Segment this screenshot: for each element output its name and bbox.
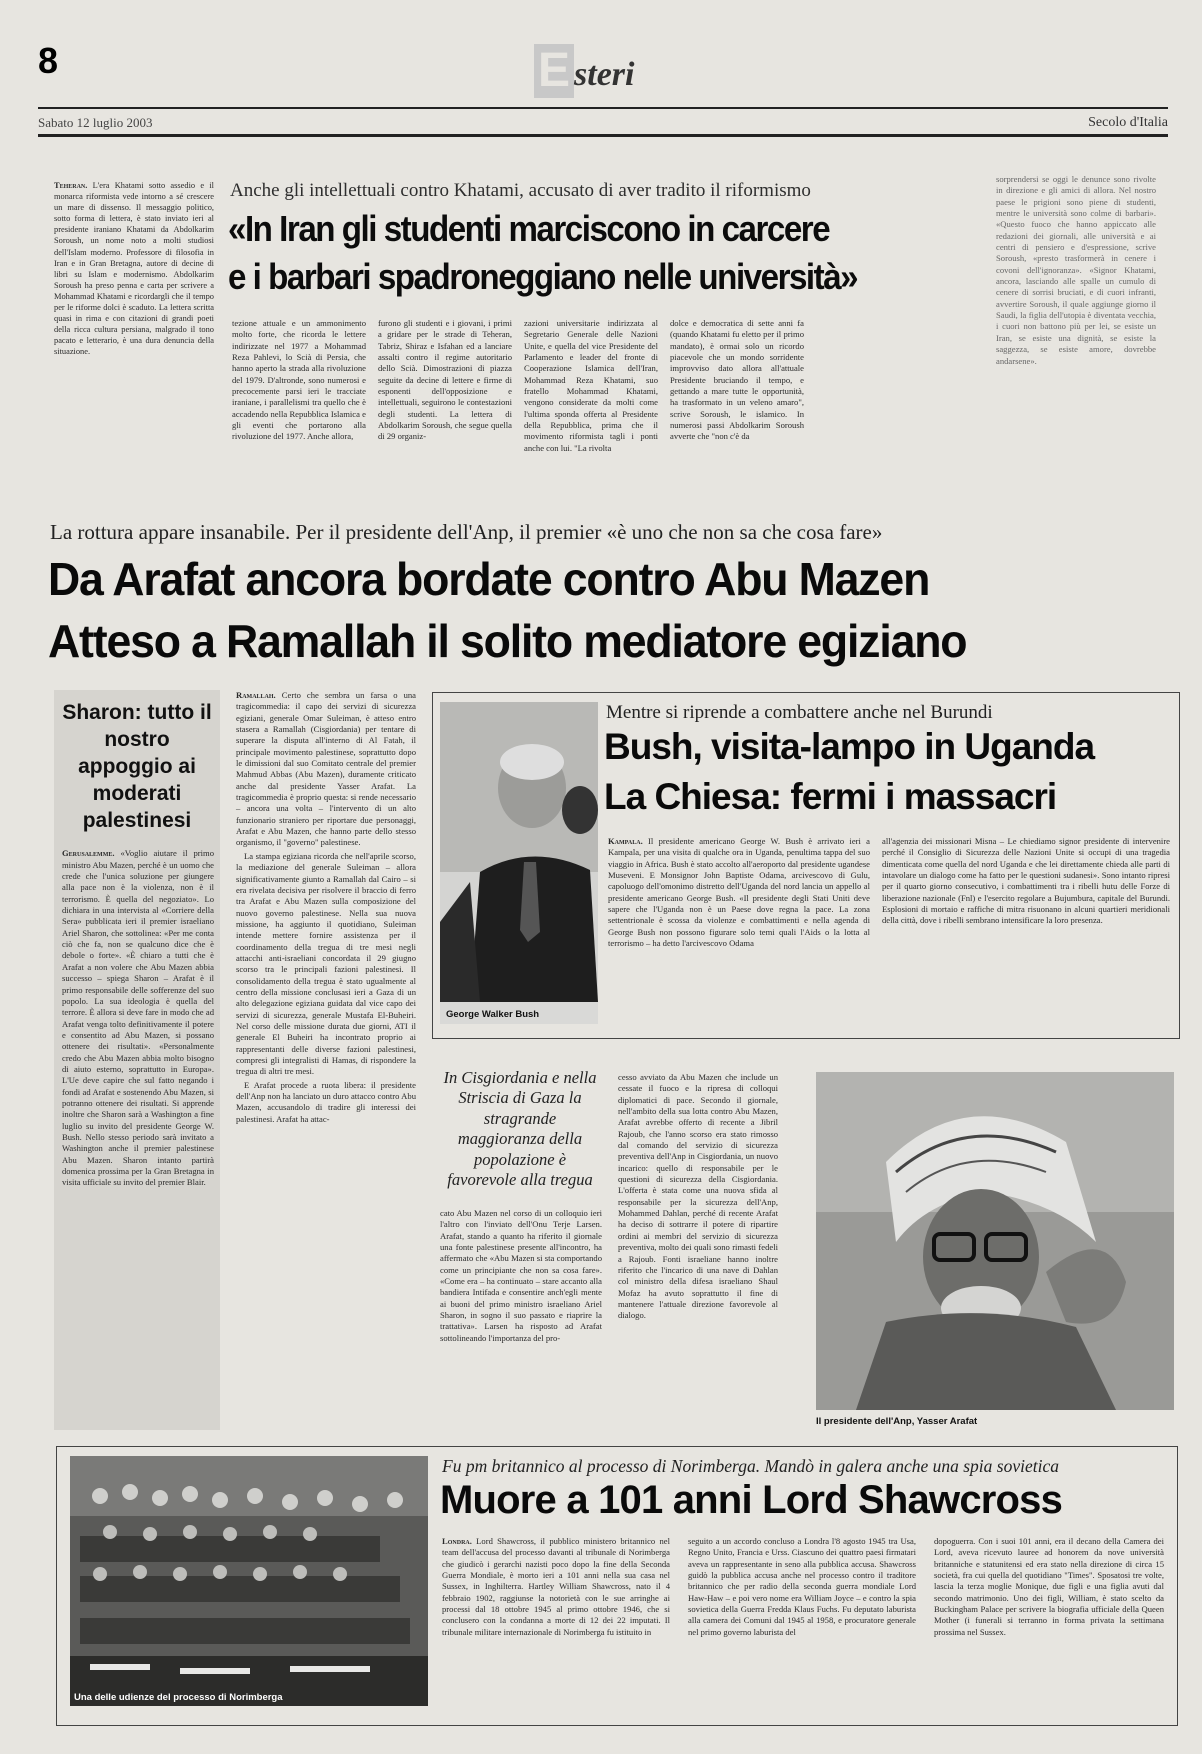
shawcross-headline: Muore a 101 anni Lord Shawcross [440, 1478, 1063, 1522]
iran-body-col-3: zazioni universitarie indirizzata al Segretario Generale delle Nazioni Unite, e quella del vice Presidente del Parlamento e leader del fronte di Cooperazione Islamica dell'Iran, Mohammad Reza Khatami, suo fratello Mohammad Khatami, vengono considerate da molti come l'ultima sponda offerta al Presidente della Repubblica, prima che il movimento riformista tagli i ponti anche con lui. "La rivolta [524, 318, 658, 453]
bush-photo [440, 702, 598, 1024]
page-number: 8 [38, 40, 59, 81]
sharon-sidebar-body [62, 848, 214, 1418]
shawcross-text-1: Lord Shawcross, il pubblico ministero britannico nel team dell'accusa del processo davanti al tribunale di Norimberga che giudicò i gerarchi nazisti poco dopo la fine della Seconda Guerra Mondiale, è morto ieri a 101 anni nella sua casa nel Sussex, in Inghilterra. Hartley William Shawcross, nato il 4 febbraio 1902, raggiunse la notorietà con le sue arringhe ai processi dal 18 ottobre 1945 al primo ottobre 1946, che si conclusero con la condanna a morte di 12 dei 22 imputati. Il tribunale militare internazionale di Norimberga fu istituito in [442, 1536, 670, 1637]
arafat-photo [816, 1072, 1174, 1427]
bush-body-col-2: all'agenzia dei missionari Misna – Le chiediamo signor presidente di intervenire perché il Consiglio di Sicurezza delle Nazioni Unite si occupi di una tragedia dimenticata come quella del nord Uganda e che lei direttamente chieda alle parti di intavolare un dialogo come ha fatto per le questioni sudanesi». Sono intanto ripresi per il quarto giorno consecutivo, i combattimenti tra i ribelli hutu delle Forze di liberazione nazionale (Fnl) e l'esercito regolare a Bujumbura, capitale del Burundi. Esplosioni di mortaio e raffiche di mitra risuonano in alcuni quartieri meridionali della città, dove i ribelli sembrano intensificare la loro presenza. [882, 836, 1170, 926]
bush-portrait-icon [440, 702, 598, 1002]
ramallah-column [236, 690, 416, 1430]
ramallah-dateline: Ramallah. [236, 690, 276, 700]
section-rest: steri [574, 56, 635, 93]
bush-headline-line2: La Chiesa: fermi i massacri [604, 776, 1057, 817]
iran-lead-text: L'era Khatami sotto assedio e il monarca riformista vede intorno a sé crescere un mare di dissenso. Il messaggio politico, sotto forma di lettera, è stato inviato ieri al presidente iraniano Khatami da Abdolkarim Soroush, un nome noto a molti studiosi dell'Islam moderno. Professore di filosofia in Iran e in Gran Bretagna, autore di decine di libri su Islam e modernismo. Abdolkarim Soroush ha preso penna e carta per scrivere a Mohammad Khatami e ricordargli che il tempo per le riforme dolci è scaduto. La lettera scritta quasi in rima e con citazioni di grandi poeti della ricca cultura persiana, malgrado il tono pacato e letterario, è una dura denuncia della situazione. [54, 181, 215, 357]
shawcross-dateline: Londra. [442, 1536, 472, 1546]
sharon-text: «Voglio aiutare il primo ministro Abu Mazen, perché è un uomo che crede che l'unica soluzione per giungere alla pace non è la violenza, non è il terrorismo. È quella del negoziato». Lo dichiara in una intervista al «Corriere della Sera» pubblicata ieri il premier israeliano Ariel Sharon, che sottolinea: «Per me conta ciò che fa, non se qualcuno dice che è debole o forte». «È chiaro a tutti che è Arafat a non volere che Abu Mazen abbia successo – spiega Sharon – Arafat è il primo responsabile delle sofferenze del suo popolo. La sua ideologia è quella del terrore. È allora si deve fare in modo che ad Arafat venga tolto definitivamente il potere e consentito ad Abu Mazen, si possano ottenere dei risultati». «Personalmente credo che Abu Mazen abbia molto bisogno di aiuto esterno, soprattutto in Europa». L'Ue deve capire che sul fatto negando i fondi ad Arafat e sostenendo Abu Mazen, si potranno ottenere dei risultati. Si apprende inoltre che Sharon sarà a Washington a fine luglio su invito del presidente George W. Bush. Nello stesso periodo sarà invitato a Washington anche il premier palestinese Abu Mazen. Sharon intanto partirà domenica prossima per la Gran Bretagna in visita ufficiale su invito del premier Blair. [62, 848, 214, 1188]
arafat-pullquote: In Cisgiordania e nella Striscia di Gaza la stragrande maggioranza della popolazione è favorevole alla tregua [443, 1068, 597, 1190]
iran-kicker: Anche gli intellettuali contro Khatami, accusato di aver tradito il riformismo [230, 180, 811, 201]
arafat-body-col-a: cato Abu Mazen nel corso di un colloquio ieri l'altro con l'inviato dell'Onu Terje Larsen. Arafat, stando a quanto ha riferito il giornale una fonte palestinese presente all'incontro, ha affermato che «Abu Mazen si sta comportando come un principiante che non sa cosa fare». «Come era – ha continuato – stare accanto alla bandiera Intifada e consentire anch'egli mente ai buoni del primo ministro israeliano Ariel Sharon, in sogno il suo passato e riaprire la trattativa». Larsen ha risposto ad Arafat sottolineando l'importanza del pro- [440, 1208, 602, 1343]
bush-dateline: Kampala. [608, 836, 643, 846]
masthead-paper-name: Secolo d'Italia [1088, 115, 1168, 130]
iran-body-col-1: tezione attuale e un ammonimento molto forte, che ricorda le lettere indirizzate nel 1977 a Mohammad Reza Pahlevi, lo Scià di Persia, che hanno aperto la strada alla rivoluzione del 1979. D'altronde, sono numerosi e precocemente parsi ieri le tracciate iraniane, i parallelismi tra quello che è accadendo nella Repubblica Islamica e gli eventi che portarono alla rivoluzione del 1977. Anche allora, [232, 318, 366, 442]
iran-dateline: Teheran. [54, 181, 88, 190]
ramallah-text-1: Certo che sembra un farsa o una tragicommedia: il capo dei servizi di sicurezza egiziani, generale Omar Suleiman, è atteso entro stasera a Ramallah (Cisgiordania) per tentare di superare la disputa all'interno di Al Fatah, il principale movimento palestinese, soprattutto dopo le dimissioni dal suo Comitato centrale del premier Mahmud Abbas (Abu Mazen), duramente criticato anche dal presidente Yasser Arafat. La tragicommedia è proprio questa: si rende necessario – ancora una volta – l'intervento di un alto funzionario straniero per riportare due personaggi, Arafat e Abu Mazen, che hanno parte dello stesso organismo, il "governo" palestinese. [236, 690, 416, 848]
sharon-sidebar [54, 690, 220, 1430]
arafat-headline-line1: Da Arafat ancora bordate contro Abu Mazen [48, 553, 930, 605]
nuremberg-photo-caption: Una delle udienze del processo di Norimberga [74, 1692, 283, 1703]
shawcross-body-col-1 [442, 1536, 670, 1718]
arafat-kicker: La rottura appare insanabile. Per il presidente dell'Anp, il premier «è uno che non sa che cosa fare» [50, 520, 883, 544]
iran-body-col-4: dolce e democratica di sette anni fa (quando Khatami fu eletto per il primo mandato), è ormai solo un ricordo piacevole che un mondo sorridente improvviso dato allora all'attuale Presidente bruciando il tempo, e gettando a mare tutte le opportunità, ha trasformato in un veleno amaro", scrive Soroush, le islamico. In numerosi passi Abdolkarim Soroush avverte che "non c'è da [670, 318, 804, 442]
sharon-dateline: Gerusalemme. [62, 848, 115, 859]
shawcross-kicker: Fu pm britannico al processo di Norimberga. Mandò in galera anche una spia sovietica [442, 1456, 1059, 1476]
section-title [534, 44, 634, 104]
iran-body-col-2: furono gli studenti e i giovani, i primi a gridare per le strade di Teheran, Tabriz, Shiraz e Isfahan ed a lanciare assalti contro il regime autoritario dello Scià. Dimostrazioni di piazza seguite da decine di lettere e firme di esponenti dell'opposizione e intellettuali, seguirono le contestazioni degli studenti. La lettera di Abdolkarim Soroush, che segue quella di 29 organiz- [378, 318, 512, 442]
section-initial: E [534, 44, 574, 98]
bush-headline-line1: Bush, visita-lampo in Uganda [604, 726, 1095, 767]
shawcross-body-col-3: dopoguerra. Con i suoi 101 anni, era il decano della Camera dei Lord, aveva ricevuto lauree ad honorem da nove università britanniche e statunitensi ed era stato nella direzione di circa 15 società, fra cui quella del quotidiano "Times". Sposatosi tre volte, lascia la terza moglie Monique, due figli e una figlia avuti dal secondo matrimonio. Uno dei figli, William, è stato scelto da Buckingham Palace per scrivere la biografia ufficiale della Queen Mother (i funerali si terranno in forma privata la settimana prossima nel Sussex. [934, 1536, 1164, 1637]
arafat-headline-line2: Atteso a Ramallah il solito mediatore egiziano [48, 615, 967, 667]
bush-photo-caption: George Walker Bush [446, 1009, 540, 1020]
shawcross-body-col-2: seguito a un accordo concluso a Londra l'8 agosto 1945 tra Usa, Regno Unito, Francia e Urss. Ciascuno dei quattro paesi firmatari aveva un rappresentante in seno alla pubblica accusa. Shawcross guidò la pubblica accusa anche nel processo contro il traditore britannico che per radio della seconda guerra mondiale Lord Haw-Haw – e poi vero nome era William Joyce – e contro la spia sovietica della Guerra Fredda Klaus Fuchs. Fu deputato laburista alla camera dei Comuni dal 1945 al 1958, e procuratore generale nel primo governo laburista del [688, 1536, 916, 1637]
iran-headline-line1: «In Iran gli studenti marciscono in carcere [228, 208, 830, 249]
masthead-date: Sabato 12 luglio 2003 [38, 115, 153, 130]
arafat-portrait-icon [816, 1072, 1174, 1410]
ramallah-text-3: E Arafat procede a ruota libera: il presidente dell'Anp non ha lanciato un duro attacco contro Abu Mazen, accusandolo di tradire gli interessi dei palestinesi. Arafat ha attac- [236, 1079, 416, 1124]
arafat-photo-caption: Il presidente dell'Anp, Yasser Arafat [816, 1416, 978, 1427]
sharon-sidebar-title: Sharon: tutto il nostro appoggio ai moderati palestinesi [62, 701, 212, 832]
bush-text-1: Il presidente americano George W. Bush è arrivato ieri a Kampala, per una visita di qualche ora in Uganda, penultima tappa del suo viaggio in Africa. Bush è stato accolto all'aeroporto dal presidente ugandese Museveni. E Monsignor John Baptiste Odama, arcivescovo di Gulu, capoluogo dell'omonimo distretto dell'Uganda del nord lancia un appello al presidente americano George Bush. «Il presidente degli Stati Uniti deve sapere che l'Uganda non è un Paese dove regna la pace. La zona settentrionale è scossa da violenze e combattimenti e nella agenda di George Bush non possono figurare solo temi quali l'Aids o la lotta al terrorismo – ha detto l'arcivescovo Odama [608, 836, 871, 949]
masthead-rule-bottom [38, 134, 1168, 137]
iran-headline-line2: e i barbari spadroneggiano nelle università» [228, 256, 858, 297]
bush-kicker: Mentre si riprende a combattere anche nel Burundi [606, 702, 993, 723]
arafat-body-col-b: cesso avviato da Abu Mazen che include un cessate il fuoco e la ripresa di colloqui diplomatici di pace. Secondo il giornale, nell'ambito della sua lotta contro Abu Mazen, Arafat avrebbe offerto di recente a Jibril Rajoub, che l'anno scorso era stato rimosso dal comando del servizio di sicurezza preventiva dell'Anp in Cisgiordania, un nuovo incarico: quello di responsabile per le questioni di sicurezza della Cisgiordania. L'offerta è stata come una nuova sfida al responsabile per la sicurezza dell'Anp, Mohammed Dahlan, perché di recente Arafat ha deciso di sottrarre il potere di ripartire ordini ai membri del servizio di sicurezza preventiva, molto dei quali sono rimasti fedeli a Rajoub. Fonti israeliane hanno inoltre riferito che l'incarico di una nave di Dahlan col ministro della difesa israeliano Shaul Mofaz ha avuto soprattutto il fine di mantenere l'attuale direzione favorevole al dialogo. [618, 1072, 778, 1321]
iran-lead-column [54, 180, 214, 485]
iran-body-col-5: sorprendersi se oggi le denunce sono rivolte in direzione e gli amici di allora. Nel nostro paese le prigioni sono piene di studenti, mentre le università sono colme di barbari». «Questo fuoco che hanno appiccato alle redazioni dei giornali, alle università e ai centri di pensiero e d'espressione, scrive Soroush, «presto trasformerà in cenere i covoni dell'ignoranza». «Signor Khatami, ancora, lasciando alle spalle un cumulo di cenere di sorrisi bruciati, e di cuori infranti, avvertire Soroush, il quale aggiunge giorno il Saudi, la figlia dell'utopia è diventata vecchia, i cuori non battono più per lei, se esiste un Iran, se esiste una dignità, se esiste la saggezza, se esiste amore, dovrebbe andarsene». [996, 174, 1156, 366]
ramallah-text-2: La stampa egiziana ricorda che nell'aprile scorso, la mediazione del generale Suleiman – allora significativamente giunto a Ramallah dal Cairo – si era rivelata decisiva per risolvere il braccio di ferro tra Arafat e Abu Mazen sulla composizione del nuovo governo palestinese. Nella sua nuova missione, ha aggiunto il quotidiano, Suleiman intende mettere fornire assistenza per il coordinamento della tregua di tre mesi negli attacchi anti-israeliani concordata il 29 giugno scorso tra le principali fazioni palestinesi. Il consolidamento della tregua è stato ugualmente al centro della missione conclusasi ieri a Gaza di un alto delegazione egiziana guidata dal vice capo dei servizi di sicurezza, generale Mustafa El-Buheiri. Nel corso delle missione durata due giorni, ATI il generale El Buheiri ha incontrato proprio ai rappresentanti delle diverse fazioni palestinesi, compresi gli integralisti di Hamas, di rispondere la tregua di altri tre mesi. [236, 850, 416, 1077]
masthead-rule-top [38, 107, 1168, 109]
nuremberg-trial-icon [70, 1456, 428, 1706]
nuremberg-photo [70, 1456, 428, 1706]
bush-body-col-1 [608, 836, 870, 1032]
